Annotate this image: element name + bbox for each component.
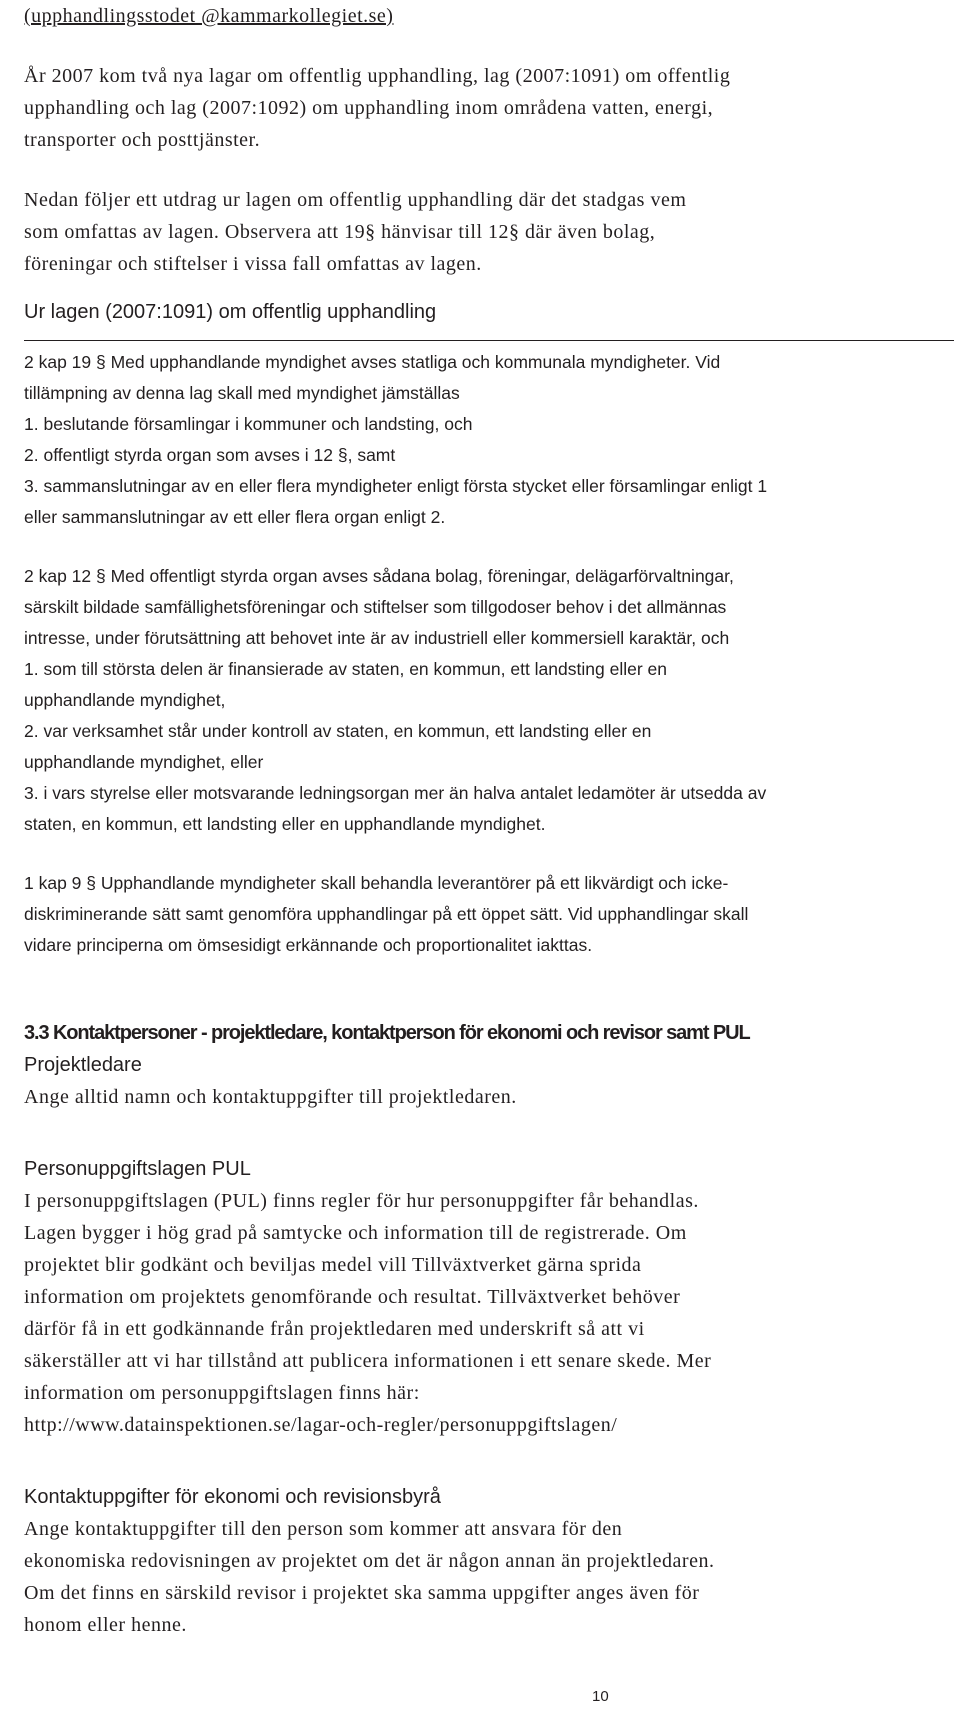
text-line: föreningar och stiftelser i vissa fall omfattas av lagen. xyxy=(24,253,482,275)
text-line: upphandlande myndighet, xyxy=(24,690,226,710)
text-line: 1. beslutande församlingar i kommuner och landsting, och xyxy=(24,414,473,434)
text-line: projektet blir godkänt och beviljas medel vill Tillväxtverket gärna sprida xyxy=(24,1254,642,1276)
text-line: År 2007 kom två nya lagar om offentlig upphandling, lag (2007:1091) om offentlig xyxy=(24,65,731,87)
text-line: 3. i vars styrelse eller motsvarande ledningsorgan mer än halva antalet ledamöter är utsedda av xyxy=(24,783,767,803)
text-line: diskriminerande sätt samt genomföra upphandlingar på ett öppet sätt. Vid upphandlingar skall xyxy=(24,904,749,924)
law-excerpt-heading: Ur lagen (2007:1091) om offentlig upphandling xyxy=(24,296,954,341)
text-line: intresse, under förutsättning att behovet inte är av industriell eller kommersiell karaktär, och xyxy=(24,628,730,648)
text-line: ekonomiska redovisningen av projektet om det är någon annan än projektledaren. xyxy=(24,1550,715,1572)
text-line: därför få in ett godkännande från projektledaren med underskrift så att vi xyxy=(24,1318,645,1340)
text-line: 2. offentligt styrda organ som avses i 12 §, samt xyxy=(24,445,396,465)
text-line: information om projektets genomförande och resultat. Tillväxtverket behöver xyxy=(24,1286,681,1308)
ekonomi-paragraph xyxy=(24,1513,944,1641)
projektledare-paragraph xyxy=(24,1081,944,1113)
law-paragraph-9 xyxy=(24,868,944,961)
text-line: 2. var verksamhet står under kontroll av staten, en kommun, ett landsting eller en xyxy=(24,721,652,741)
text-line: särskilt bildade samfällighetsföreningar och stiftelser som tillgodoser behov i det allmännas xyxy=(24,597,727,617)
text-line: I personuppgiftslagen (PUL) finns regler för hur personuppgifter får behandlas. xyxy=(24,1190,699,1212)
text-line: 2 kap 19 § Med upphandlande myndighet avses statliga och kommunala myndigheter. Vid xyxy=(24,352,721,372)
text-line: 1. som till största delen är finansierade av staten, en kommun, ett landsting eller en xyxy=(24,659,667,679)
text-line: Om det finns en särskild revisor i projektet ska samma uppgifter anges även för xyxy=(24,1582,700,1604)
text-line: Ange kontaktuppgifter till den person som kommer att ansvara för den xyxy=(24,1518,623,1540)
text-line: transporter och posttjänster. xyxy=(24,129,261,151)
text-line: Nedan följer ett utdrag ur lagen om offentlig upphandling där det stadgas vem xyxy=(24,189,687,211)
intro-paragraph-1 xyxy=(24,60,944,156)
text-line: upphandling och lag (2007:1092) om upphandling inom områdena vatten, energi, xyxy=(24,97,714,119)
text-line: 2 kap 12 § Med offentligt styrda organ avses sådana bolag, föreningar, delägarförvaltningar, xyxy=(24,566,734,586)
text-line: vidare principerna om ömsesidigt erkännande och proportionalitet iakttas. xyxy=(24,935,593,955)
subsection-heading-projektledare: Projektledare xyxy=(24,1054,142,1076)
text-line: upphandlande myndighet, eller xyxy=(24,752,264,772)
text-line: som omfattas av lagen. Observera att 19§ hänvisar till 12§ där även bolag, xyxy=(24,221,656,243)
text-line: tillämpning av denna lag skall med myndighet jämställas xyxy=(24,383,460,403)
text-line: staten, en kommun, ett landsting eller en upphandlande myndighet. xyxy=(24,814,546,834)
text-line: 3. sammanslutningar av en eller flera myndigheter enligt första stycket eller församlingar enligt 1 xyxy=(24,476,768,496)
text-line: Lagen bygger i hög grad på samtycke och information till de registrerade. Om xyxy=(24,1222,687,1244)
intro-paragraph-2 xyxy=(24,184,944,280)
text-line: Ange alltid namn och kontaktuppgifter till projektledaren. xyxy=(24,1086,517,1108)
contact-email-line xyxy=(24,0,944,32)
text-line: honom eller henne. xyxy=(24,1614,187,1636)
text-line: 1 kap 9 § Upphandlande myndigheter skall behandla leverantörer på ett likvärdigt och icke- xyxy=(24,873,729,893)
text-line: säkerställer att vi har tillstånd att publicera informationen i ett senare skede. Mer xyxy=(24,1350,712,1372)
document-page xyxy=(24,0,944,1641)
section-heading: 3.3 Kontaktpersoner - projektledare, kontaktperson för ekonomi och revisor samt PUL xyxy=(24,1022,750,1044)
subsection-heading-pul: Personuppgiftslagen PUL xyxy=(24,1158,251,1180)
law-paragraph-12 xyxy=(24,561,944,840)
subsection-heading-ekonomi: Kontaktuppgifter för ekonomi och revisionsbyrå xyxy=(24,1486,441,1508)
text-line: information om personuppgiftslagen finns här: xyxy=(24,1382,420,1404)
text-line: eller sammanslutningar av ett eller flera organ enligt 2. xyxy=(24,507,446,527)
pul-paragraph xyxy=(24,1185,944,1441)
page-number: 10 xyxy=(592,1688,609,1705)
text-line: http://www.datainspektionen.se/lagar-och-regler/personuppgiftslagen/ xyxy=(24,1414,618,1436)
text-line: (upphandlingsstodet @kammarkollegiet.se) xyxy=(24,5,394,27)
law-paragraph-19 xyxy=(24,347,944,533)
